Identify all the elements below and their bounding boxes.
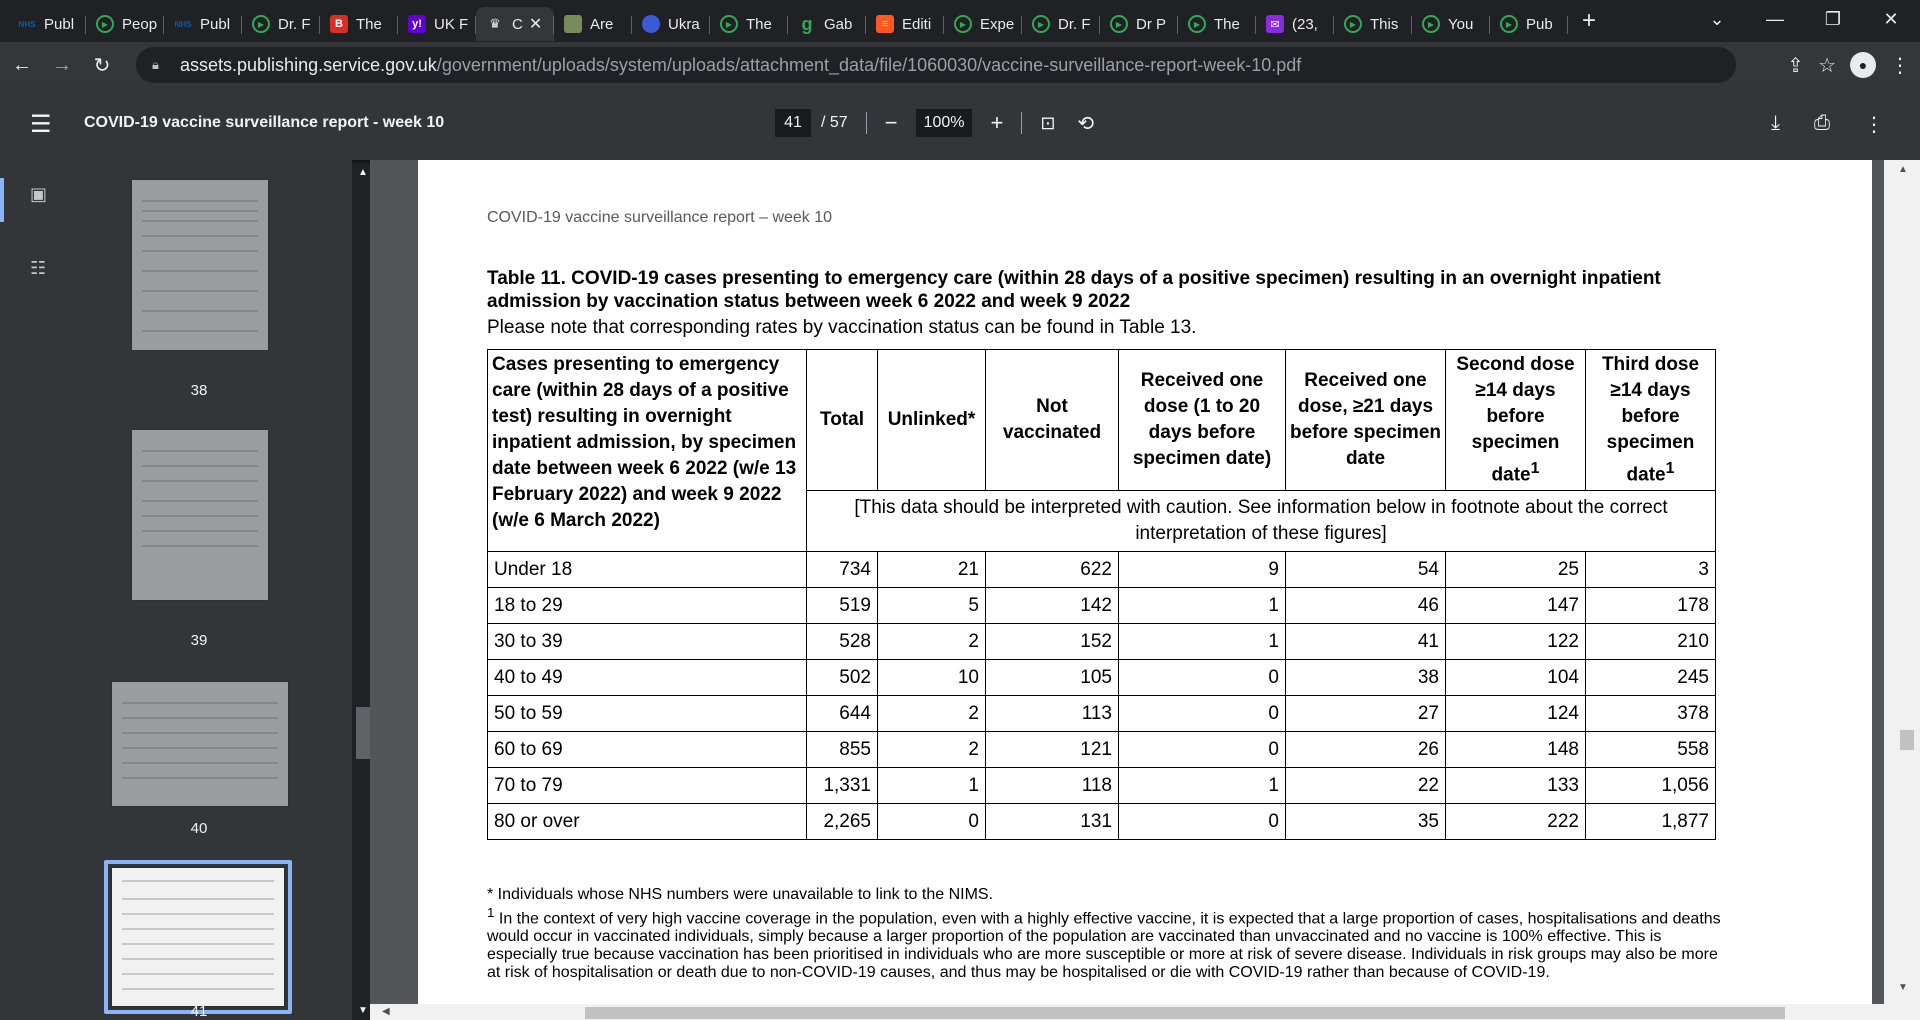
new-tab-icon[interactable]: + bbox=[1582, 7, 1597, 34]
browser-tab[interactable] bbox=[1412, 7, 1490, 41]
table-cell: 1 bbox=[1119, 588, 1286, 624]
play-icon: ▶ bbox=[1032, 15, 1050, 33]
browser-tab[interactable] bbox=[1256, 7, 1334, 41]
browser-tab[interactable] bbox=[242, 7, 320, 41]
table-body bbox=[488, 552, 1716, 840]
table-cell: 148 bbox=[1446, 732, 1586, 768]
page-thumbnail-40[interactable] bbox=[112, 682, 288, 806]
b-icon: B bbox=[330, 15, 348, 33]
tab-title: The bbox=[1214, 15, 1240, 33]
vertical-scroll-thumb[interactable] bbox=[1900, 730, 1914, 750]
table-row bbox=[488, 552, 1716, 588]
table-cell: 3 bbox=[1586, 552, 1716, 588]
column-header: Not vaccinated bbox=[986, 350, 1119, 491]
table-row bbox=[488, 660, 1716, 696]
table-cell: 222 bbox=[1446, 804, 1586, 840]
play-icon: ▶ bbox=[1500, 15, 1518, 33]
yahoo-icon: y! bbox=[408, 15, 426, 33]
table-cell: 41 bbox=[1286, 624, 1446, 660]
table-cell: 1,056 bbox=[1586, 768, 1716, 804]
browser-tab[interactable] bbox=[866, 7, 944, 41]
browser-tab[interactable] bbox=[86, 7, 164, 41]
table-cell: 558 bbox=[1586, 732, 1716, 768]
play-icon: ▶ bbox=[1188, 15, 1206, 33]
table-cell: 46 bbox=[1286, 588, 1446, 624]
row-label: 40 to 49 bbox=[488, 660, 807, 696]
row-label: 70 to 79 bbox=[488, 768, 807, 804]
back-icon[interactable]: ← bbox=[12, 53, 32, 76]
scroll-left-icon[interactable]: ◀ bbox=[382, 1006, 390, 1017]
row-label: 50 to 59 bbox=[488, 696, 807, 732]
reload-icon[interactable]: ↻ bbox=[93, 54, 111, 77]
footnote-star: * Individuals whose NHS numbers were unavailable to link to the NIMS. bbox=[487, 886, 994, 903]
download-icon[interactable]: ⤓ bbox=[1771, 112, 1780, 134]
table-caption: Table 11. COVID-19 cases presenting to emergency care (within 28 days of a positive specimen) resulting in an overnight inpatient admission by vaccination status between week 6 2022 and week 9 2022 bbox=[487, 268, 1661, 312]
tab-title: Are bbox=[590, 15, 614, 33]
window-controls bbox=[1688, 0, 1920, 38]
column-header: Received one dose (1 to 20 days before specimen date) bbox=[1119, 350, 1286, 491]
table-cell: 1 bbox=[1119, 768, 1286, 804]
play-icon: ▶ bbox=[252, 15, 270, 33]
thumbnail-label: 40 bbox=[190, 820, 208, 837]
tab-title: C bbox=[512, 15, 523, 33]
bookmark-star-icon[interactable]: ☆ bbox=[1818, 54, 1836, 77]
print-icon[interactable]: ⎙ bbox=[1814, 112, 1830, 134]
table-cell: 0 bbox=[1119, 732, 1286, 768]
outline-view-icon[interactable]: ☷ bbox=[30, 258, 47, 278]
vertical-scrollbar[interactable] bbox=[1884, 160, 1920, 1020]
thumbnail-label: 39 bbox=[190, 632, 208, 649]
table-cell: 0 bbox=[1119, 804, 1286, 840]
table-cell: 502 bbox=[807, 660, 878, 696]
crown-icon: ♛ bbox=[489, 16, 501, 31]
row-label: 80 or over bbox=[488, 804, 807, 840]
browser-tab[interactable] bbox=[788, 7, 866, 41]
tab-title: Gab bbox=[824, 15, 853, 33]
sidebar-tabs bbox=[0, 160, 80, 1020]
close-window-icon[interactable]: ✕ bbox=[1883, 8, 1899, 29]
restore-icon[interactable]: ❐ bbox=[1824, 8, 1842, 29]
lock-icon[interactable]: 🔒︎ bbox=[152, 57, 159, 72]
tab-title: (23, bbox=[1292, 15, 1318, 33]
table-cell: 105 bbox=[986, 660, 1119, 696]
more-options-icon[interactable]: ⋮ bbox=[1864, 114, 1884, 136]
tab-title: Editi bbox=[902, 15, 932, 33]
g-icon: g bbox=[801, 13, 813, 34]
url-host: assets.publishing.service.gov.uk bbox=[180, 54, 437, 75]
browser-tab[interactable] bbox=[1490, 7, 1568, 41]
table-cell: 26 bbox=[1286, 732, 1446, 768]
header-text: Second dose ≥14 days before specimen date bbox=[1456, 354, 1575, 486]
zoom-in-icon[interactable]: + bbox=[990, 110, 1004, 135]
thumbnail-label: 38 bbox=[190, 382, 208, 399]
page-thumbnail-41[interactable] bbox=[112, 868, 284, 1006]
table-cell: 113 bbox=[986, 696, 1119, 732]
tab-search-icon[interactable]: ⌄ bbox=[1709, 8, 1725, 29]
tab-title: Publ bbox=[200, 15, 231, 33]
nhs-icon: NHS bbox=[18, 19, 36, 29]
table-row bbox=[488, 624, 1716, 660]
document-title: COVID-19 vaccine surveillance report - week 10 bbox=[84, 114, 445, 131]
tab-title: Dr P bbox=[1136, 15, 1166, 33]
edit-icon: ≡ bbox=[876, 15, 894, 33]
first-column-header: Cases presenting to emergency care (within 28 days of a positive test) resulting in overnight inpatient admission, by specimen date between week 6 2022 (w/e 13 February 2022) and week 9 2022 (w/e 6 March 2022) bbox=[488, 350, 807, 552]
row-label: Under 18 bbox=[488, 552, 807, 588]
table-cell: 121 bbox=[986, 732, 1119, 768]
table-cell: 178 bbox=[1586, 588, 1716, 624]
sidebar-scrollbar[interactable] bbox=[356, 165, 370, 1015]
table-cell: 1,331 bbox=[807, 768, 878, 804]
zoom-out-icon[interactable]: − bbox=[884, 110, 898, 135]
tab-strip bbox=[0, 0, 1920, 42]
tab-title: Peop bbox=[122, 15, 158, 33]
browser-menu-icon[interactable]: ⋮ bbox=[1890, 54, 1910, 77]
url-path: /government/uploads/system/uploads/attachment_data/file/1060030/vaccine-surveillance-report-week-10.pdf bbox=[436, 54, 1302, 75]
column-header: Unlinked* bbox=[878, 350, 986, 491]
table-cell: 2 bbox=[878, 624, 986, 660]
globe-icon bbox=[642, 15, 660, 33]
table-cell: 10 bbox=[878, 660, 986, 696]
table-cell: 734 bbox=[807, 552, 878, 588]
table-cell: 133 bbox=[1446, 768, 1586, 804]
table-header-row bbox=[488, 350, 1716, 491]
table-row bbox=[488, 768, 1716, 804]
table-cell: 21 bbox=[878, 552, 986, 588]
footnote-1 bbox=[487, 904, 1727, 982]
profile-avatar-icon[interactable]: ● bbox=[1850, 52, 1876, 78]
table-cell: 118 bbox=[986, 768, 1119, 804]
tab-list bbox=[8, 0, 1596, 42]
sidebar-scroll-up-icon[interactable]: ▲ bbox=[358, 167, 368, 178]
page-thumbnail-38[interactable] bbox=[132, 180, 268, 350]
browser-tab[interactable] bbox=[476, 7, 554, 41]
play-icon: ▶ bbox=[720, 15, 738, 33]
tab-title: The bbox=[746, 15, 772, 33]
toolbar-actions bbox=[1787, 42, 1910, 88]
browser-tab[interactable] bbox=[1334, 7, 1412, 41]
page-total: / 57 bbox=[821, 114, 848, 131]
play-icon: ▶ bbox=[96, 15, 114, 33]
pdf-actions bbox=[1771, 112, 1884, 137]
zoom-level-input[interactable]: 100% bbox=[916, 109, 973, 137]
play-icon: ▶ bbox=[1344, 15, 1362, 33]
browser-tab[interactable] bbox=[1100, 7, 1178, 41]
page-number-input[interactable]: 41 bbox=[775, 109, 811, 137]
table-cell: 152 bbox=[986, 624, 1119, 660]
browser-tab[interactable] bbox=[1178, 7, 1256, 41]
table-note: Please note that corresponding rates by vaccination status can be found in Table 13. bbox=[487, 317, 1197, 338]
row-label: 60 to 69 bbox=[488, 732, 807, 768]
thumbnail-sidebar bbox=[0, 160, 352, 1020]
table-cell: 124 bbox=[1446, 696, 1586, 732]
table-cell: 142 bbox=[986, 588, 1119, 624]
browser-tab[interactable] bbox=[164, 7, 242, 41]
tab-title: Ukra bbox=[668, 15, 700, 33]
mail-icon: ✉ bbox=[1266, 15, 1284, 33]
scroll-down-icon[interactable]: ▼ bbox=[1898, 982, 1908, 993]
table-cell: 0 bbox=[878, 804, 986, 840]
tab-title: UK F bbox=[434, 15, 469, 33]
footnote-mark: 1 bbox=[1665, 460, 1675, 477]
table-cell: 27 bbox=[1286, 696, 1446, 732]
tab-title: You bbox=[1448, 15, 1474, 33]
browser-tab[interactable] bbox=[398, 7, 476, 41]
browser-tab[interactable] bbox=[554, 7, 632, 41]
footnotes bbox=[487, 886, 1727, 982]
table-cell: 122 bbox=[1446, 624, 1586, 660]
tab-title: Dr. F bbox=[278, 15, 311, 33]
column-header bbox=[1586, 350, 1716, 491]
table-cell: 1 bbox=[878, 768, 986, 804]
table-cell: 35 bbox=[1286, 804, 1446, 840]
running-head: COVID-19 vaccine surveillance report – week 10 bbox=[487, 209, 833, 226]
browser-tab[interactable] bbox=[320, 7, 398, 41]
browser-tab[interactable] bbox=[8, 7, 86, 41]
browser-tab[interactable] bbox=[944, 7, 1022, 41]
play-icon: ▶ bbox=[954, 15, 972, 33]
data-table bbox=[487, 349, 1716, 840]
table-cell: 2 bbox=[878, 696, 986, 732]
page-thumbnail-39[interactable] bbox=[132, 430, 268, 600]
sidebar-menu-icon[interactable]: ☰ bbox=[30, 111, 52, 138]
thumbnails-view-icon[interactable]: ▣ bbox=[30, 184, 48, 204]
footnote-mark: 1 bbox=[1530, 460, 1540, 477]
table-cell: 519 bbox=[807, 588, 878, 624]
tab-title: Pub bbox=[1526, 15, 1553, 33]
row-label: 30 to 39 bbox=[488, 624, 807, 660]
table-cell: 0 bbox=[1119, 660, 1286, 696]
table-cell: 528 bbox=[807, 624, 878, 660]
table-cell: 0 bbox=[1119, 696, 1286, 732]
table-cell: 2 bbox=[878, 732, 986, 768]
table-cell: 25 bbox=[1446, 552, 1586, 588]
table-cell: 245 bbox=[1586, 660, 1716, 696]
tab-title: The bbox=[356, 15, 382, 33]
tab-title: Dr. F bbox=[1058, 15, 1091, 33]
table-cell: 9 bbox=[1119, 552, 1286, 588]
column-header: Total bbox=[807, 350, 878, 491]
table-cell: 622 bbox=[986, 552, 1119, 588]
column-header bbox=[1446, 350, 1586, 491]
table-row bbox=[488, 588, 1716, 624]
table-cell: 378 bbox=[1586, 696, 1716, 732]
table-cell: 210 bbox=[1586, 624, 1716, 660]
minimize-icon[interactable]: — bbox=[1766, 8, 1784, 29]
table-cell: 104 bbox=[1446, 660, 1586, 696]
page-navigation bbox=[775, 109, 1094, 137]
divider bbox=[1021, 112, 1022, 134]
sidebar-scroll-down-icon[interactable]: ▼ bbox=[358, 1005, 368, 1016]
table-cell: 1 bbox=[1119, 624, 1286, 660]
scroll-up-icon[interactable]: ▲ bbox=[1898, 164, 1908, 175]
sidebar-scroll-thumb[interactable] bbox=[356, 707, 370, 759]
divider bbox=[866, 112, 867, 134]
address-bar[interactable] bbox=[136, 47, 1736, 83]
table-cell: 22 bbox=[1286, 768, 1446, 804]
browser-tab[interactable] bbox=[710, 7, 788, 41]
browser-tab[interactable] bbox=[632, 7, 710, 41]
table-cell: 2,265 bbox=[807, 804, 878, 840]
footnote-mark: 1 bbox=[487, 905, 495, 920]
table-row bbox=[488, 732, 1716, 768]
row-label: 18 to 29 bbox=[488, 588, 807, 624]
table-cell: 855 bbox=[807, 732, 878, 768]
footnote-1-text: In the context of very high vaccine coverage in the population, even with a highly effective vaccine, it is expected that a large proportion of cases, hospitalisations and deaths would occur in vaccinated individuals, simply because a larger proportion of the population are vaccinated than unvaccinated and no vaccine is 100% effective. This is especially true because vaccination has been prioritised in individuals who are more susceptible or more at risk of severe disease. Individuals in risk groups may also be more at risk of hospitalisation or death due to non-COVID-19 causes, and thus may be hospitalised or die with COVID-19 rather than because of COVID-19. bbox=[487, 910, 1721, 982]
tab-title: This bbox=[1370, 15, 1399, 33]
active-tab-indicator bbox=[0, 178, 4, 222]
nhs-icon: NHS bbox=[174, 19, 192, 29]
forward-icon[interactable]: → bbox=[52, 53, 72, 76]
table-cell: 54 bbox=[1286, 552, 1446, 588]
horizontal-scroll-thumb[interactable] bbox=[585, 1007, 1785, 1019]
tab-title: Publ bbox=[44, 15, 75, 33]
image-icon bbox=[564, 15, 582, 33]
thumbnail-label: 41 bbox=[190, 1003, 208, 1020]
table-row bbox=[488, 804, 1716, 840]
table-cell: 1,877 bbox=[1586, 804, 1716, 840]
browser-tab[interactable] bbox=[1022, 7, 1100, 41]
caution-note: [This data should be interpreted with caution. See information below in footnote about the correct interpretation of these figures] bbox=[807, 491, 1716, 552]
table-cell: 131 bbox=[986, 804, 1119, 840]
share-icon[interactable]: ⇪ bbox=[1787, 54, 1805, 77]
fit-page-icon[interactable]: ⊡ bbox=[1040, 112, 1056, 133]
table-cell: 5 bbox=[878, 588, 986, 624]
pdf-toolbar bbox=[0, 88, 1920, 160]
column-header: Received one dose, ≥21 days before specimen date bbox=[1286, 350, 1446, 491]
table-cell: 147 bbox=[1446, 588, 1586, 624]
table-cell: 38 bbox=[1286, 660, 1446, 696]
table-row bbox=[488, 696, 1716, 732]
play-icon: ▶ bbox=[1110, 15, 1128, 33]
header-text: Third dose ≥14 days before specimen date bbox=[1601, 354, 1700, 486]
play-icon: ▶ bbox=[1422, 15, 1440, 33]
table-cell: 644 bbox=[807, 696, 878, 732]
rotate-icon[interactable]: ⟲ bbox=[1077, 112, 1095, 135]
tab-title: Expe bbox=[980, 15, 1015, 33]
close-tab-icon[interactable]: ✕ bbox=[528, 16, 543, 33]
horizontal-scrollbar[interactable] bbox=[370, 1004, 1884, 1020]
browser-toolbar bbox=[0, 42, 1920, 88]
